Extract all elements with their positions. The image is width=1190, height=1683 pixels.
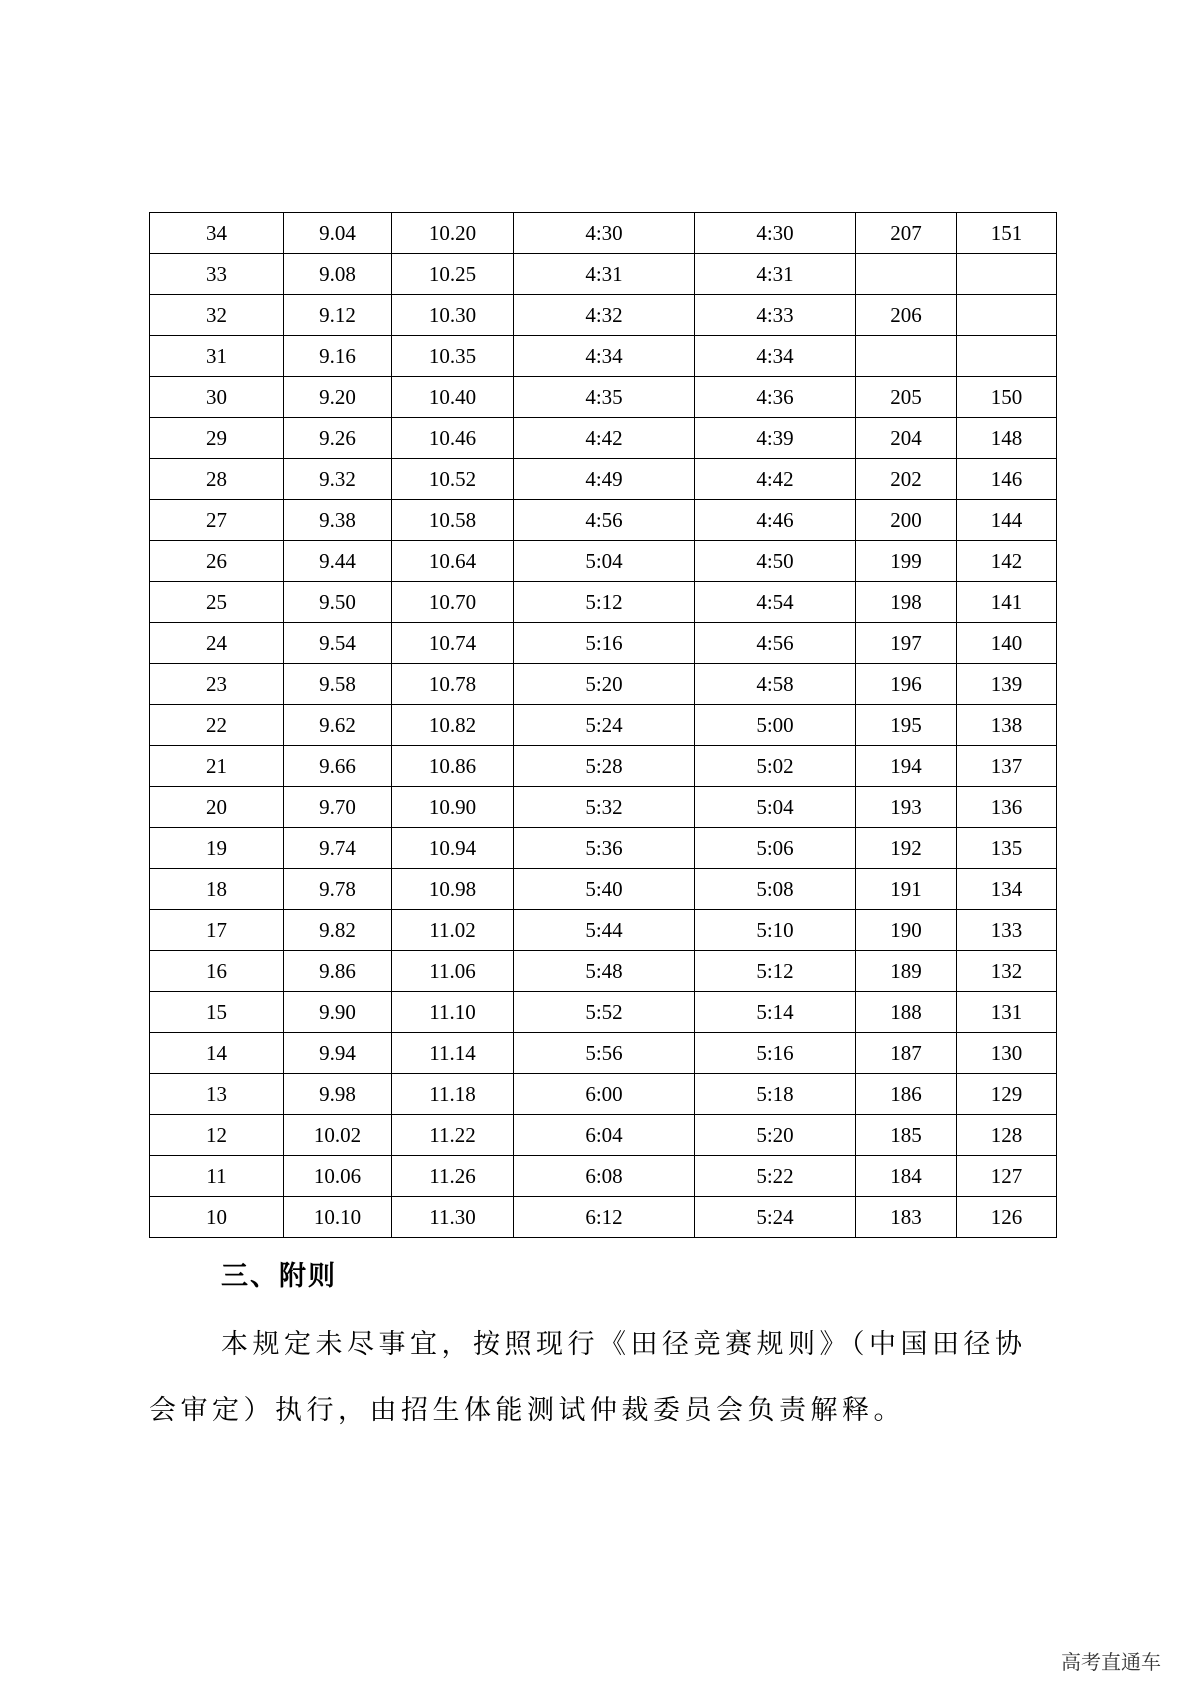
table-row [150,254,1057,295]
table-cell: 10.58 [392,500,514,541]
table-cell: 146 [957,459,1057,500]
table-cell: 9.08 [284,254,392,295]
table-cell: 18 [150,869,284,910]
table-cell: 195 [856,705,957,746]
table-cell: 10.35 [392,336,514,377]
table-cell: 11 [150,1156,284,1197]
table-cell [856,254,957,295]
table-cell: 9.66 [284,746,392,787]
table-row [150,500,1057,541]
table-cell: 142 [957,541,1057,582]
table-row [150,213,1057,254]
table-row [150,869,1057,910]
table-cell: 22 [150,705,284,746]
table-cell: 5:00 [695,705,856,746]
table-cell: 132 [957,951,1057,992]
table-row [150,541,1057,582]
table-cell: 196 [856,664,957,705]
table-cell: 5:12 [695,951,856,992]
table-cell: 26 [150,541,284,582]
table-cell: 10.70 [392,582,514,623]
table-cell: 33 [150,254,284,295]
table-cell: 27 [150,500,284,541]
table-cell: 5:24 [514,705,695,746]
table-row [150,295,1057,336]
table-cell: 144 [957,500,1057,541]
table-cell: 134 [957,869,1057,910]
table-cell: 4:39 [695,418,856,459]
table-cell: 5:02 [695,746,856,787]
table-cell: 4:46 [695,500,856,541]
table-cell: 5:28 [514,746,695,787]
table-cell: 4:33 [695,295,856,336]
table-cell: 5:24 [695,1197,856,1238]
table-cell: 11.02 [392,910,514,951]
table-cell: 136 [957,787,1057,828]
table-cell: 31 [150,336,284,377]
table-cell: 9.20 [284,377,392,418]
table-cell: 11.14 [392,1033,514,1074]
table-cell: 140 [957,623,1057,664]
table-row [150,787,1057,828]
table-cell: 5:16 [695,1033,856,1074]
table-cell: 194 [856,746,957,787]
table-cell [957,254,1057,295]
table-cell: 5:20 [695,1115,856,1156]
table-cell: 5:14 [695,992,856,1033]
table-cell: 11.26 [392,1156,514,1197]
table-cell: 9.04 [284,213,392,254]
table-cell: 206 [856,295,957,336]
table-cell: 127 [957,1156,1057,1197]
table-cell: 187 [856,1033,957,1074]
table-cell: 9.38 [284,500,392,541]
table-cell: 25 [150,582,284,623]
table-cell: 28 [150,459,284,500]
table-cell: 9.98 [284,1074,392,1115]
table-cell: 4:56 [514,500,695,541]
table-cell: 10.10 [284,1197,392,1238]
table-cell: 141 [957,582,1057,623]
table-cell: 16 [150,951,284,992]
table-cell: 4:35 [514,377,695,418]
table-cell: 10.06 [284,1156,392,1197]
table-cell: 5:32 [514,787,695,828]
table-cell: 9.62 [284,705,392,746]
table-cell: 11.10 [392,992,514,1033]
table-cell: 138 [957,705,1057,746]
table-row [150,705,1057,746]
table-cell: 133 [957,910,1057,951]
table-cell: 5:20 [514,664,695,705]
table-cell: 4:54 [695,582,856,623]
table-cell: 10.64 [392,541,514,582]
table-cell: 4:36 [695,377,856,418]
table-cell: 204 [856,418,957,459]
table-cell: 6:04 [514,1115,695,1156]
table-cell: 9.74 [284,828,392,869]
table-cell: 13 [150,1074,284,1115]
table-cell: 202 [856,459,957,500]
table-cell: 9.78 [284,869,392,910]
table-cell: 4:58 [695,664,856,705]
table-cell: 135 [957,828,1057,869]
table-cell: 200 [856,500,957,541]
table-cell: 137 [957,746,1057,787]
table-cell: 10.82 [392,705,514,746]
table-cell: 5:56 [514,1033,695,1074]
table-cell: 9.12 [284,295,392,336]
table-cell: 11.30 [392,1197,514,1238]
table-cell: 4:42 [695,459,856,500]
table-cell: 14 [150,1033,284,1074]
table-cell: 131 [957,992,1057,1033]
table-cell [957,295,1057,336]
table-cell: 5:44 [514,910,695,951]
table-cell: 5:10 [695,910,856,951]
table-cell: 4:56 [695,623,856,664]
table-cell: 11.18 [392,1074,514,1115]
table-cell: 10.46 [392,418,514,459]
table-cell: 188 [856,992,957,1033]
table-row [150,1197,1057,1238]
table-cell: 128 [957,1115,1057,1156]
table-cell: 126 [957,1197,1057,1238]
table-cell: 9.26 [284,418,392,459]
table-cell: 4:30 [695,213,856,254]
table-cell: 10.40 [392,377,514,418]
table-cell: 30 [150,377,284,418]
table-cell: 10.74 [392,623,514,664]
table-cell: 9.54 [284,623,392,664]
table-row [150,418,1057,459]
table-cell: 5:48 [514,951,695,992]
table-cell: 5:04 [514,541,695,582]
table-cell: 24 [150,623,284,664]
table-cell: 148 [957,418,1057,459]
table-cell: 5:06 [695,828,856,869]
table-cell: 193 [856,787,957,828]
table-cell: 10.30 [392,295,514,336]
table-cell: 207 [856,213,957,254]
table-cell: 4:31 [695,254,856,295]
table-cell: 12 [150,1115,284,1156]
table-cell: 4:42 [514,418,695,459]
table-cell: 198 [856,582,957,623]
table-cell: 189 [856,951,957,992]
table-cell: 11.06 [392,951,514,992]
table-cell: 5:52 [514,992,695,1033]
table-cell: 15 [150,992,284,1033]
table-cell: 9.82 [284,910,392,951]
table-row [150,664,1057,705]
table-row [150,1115,1057,1156]
table-cell: 4:34 [695,336,856,377]
table-cell: 186 [856,1074,957,1115]
table-cell [957,336,1057,377]
table-row [150,1074,1057,1115]
table-cell: 6:12 [514,1197,695,1238]
table-row [150,336,1057,377]
table-cell: 4:32 [514,295,695,336]
table-cell: 5:16 [514,623,695,664]
table-row [150,459,1057,500]
table-cell: 10.90 [392,787,514,828]
table-cell: 4:31 [514,254,695,295]
table-cell: 5:12 [514,582,695,623]
table-cell: 21 [150,746,284,787]
table-cell: 4:30 [514,213,695,254]
table-row [150,1156,1057,1197]
table-cell: 10.20 [392,213,514,254]
table-row [150,623,1057,664]
table-cell: 129 [957,1074,1057,1115]
table-cell: 5:40 [514,869,695,910]
table-cell: 184 [856,1156,957,1197]
table-cell: 4:34 [514,336,695,377]
score-table-body [150,213,1057,1238]
table-cell: 5:08 [695,869,856,910]
table-cell: 9.32 [284,459,392,500]
section-paragraph: 本规定未尽事宜，按照现行《田径竞赛规则》（中国田径协会审定）执行，由招生体能测试仲裁委员会负责解释。 [149,1329,1027,1426]
table-cell: 23 [150,664,284,705]
table-row [150,910,1057,951]
table-cell: 9.86 [284,951,392,992]
table-cell: 10.02 [284,1115,392,1156]
table-cell: 9.90 [284,992,392,1033]
table-cell: 139 [957,664,1057,705]
table-cell: 6:08 [514,1156,695,1197]
table-cell: 197 [856,623,957,664]
table-row [150,582,1057,623]
table-cell: 205 [856,377,957,418]
table-cell: 10.25 [392,254,514,295]
table-cell: 34 [150,213,284,254]
table-cell: 5:18 [695,1074,856,1115]
table-cell: 9.70 [284,787,392,828]
table-cell: 20 [150,787,284,828]
table-cell: 17 [150,910,284,951]
table-cell [856,336,957,377]
table-cell: 10.78 [392,664,514,705]
table-cell: 5:04 [695,787,856,828]
table-cell: 10.98 [392,869,514,910]
table-row [150,951,1057,992]
table-cell: 5:36 [514,828,695,869]
table-cell: 9.44 [284,541,392,582]
section-heading: 三、附则 [221,1261,337,1292]
table-cell: 191 [856,869,957,910]
table-cell: 4:50 [695,541,856,582]
table-cell: 32 [150,295,284,336]
table-cell: 183 [856,1197,957,1238]
table-cell: 9.58 [284,664,392,705]
table-cell: 10.86 [392,746,514,787]
table-row [150,377,1057,418]
table-cell: 10 [150,1197,284,1238]
table-cell: 9.50 [284,582,392,623]
table-row [150,828,1057,869]
table-cell: 151 [957,213,1057,254]
table-cell: 9.94 [284,1033,392,1074]
table-cell: 130 [957,1033,1057,1074]
table-cell: 192 [856,828,957,869]
table-row [150,992,1057,1033]
table-cell: 190 [856,910,957,951]
table-cell: 11.22 [392,1115,514,1156]
table-cell: 199 [856,541,957,582]
watermark-text: 高考直通车 [1061,1650,1161,1674]
table-cell: 10.94 [392,828,514,869]
table-cell: 29 [150,418,284,459]
table-cell: 19 [150,828,284,869]
table-row [150,1033,1057,1074]
table-cell: 10.52 [392,459,514,500]
table-cell: 4:49 [514,459,695,500]
score-table [149,212,1057,1238]
table-cell: 185 [856,1115,957,1156]
table-cell: 150 [957,377,1057,418]
table-cell: 9.16 [284,336,392,377]
table-row [150,746,1057,787]
table-cell: 5:22 [695,1156,856,1197]
table-cell: 6:00 [514,1074,695,1115]
